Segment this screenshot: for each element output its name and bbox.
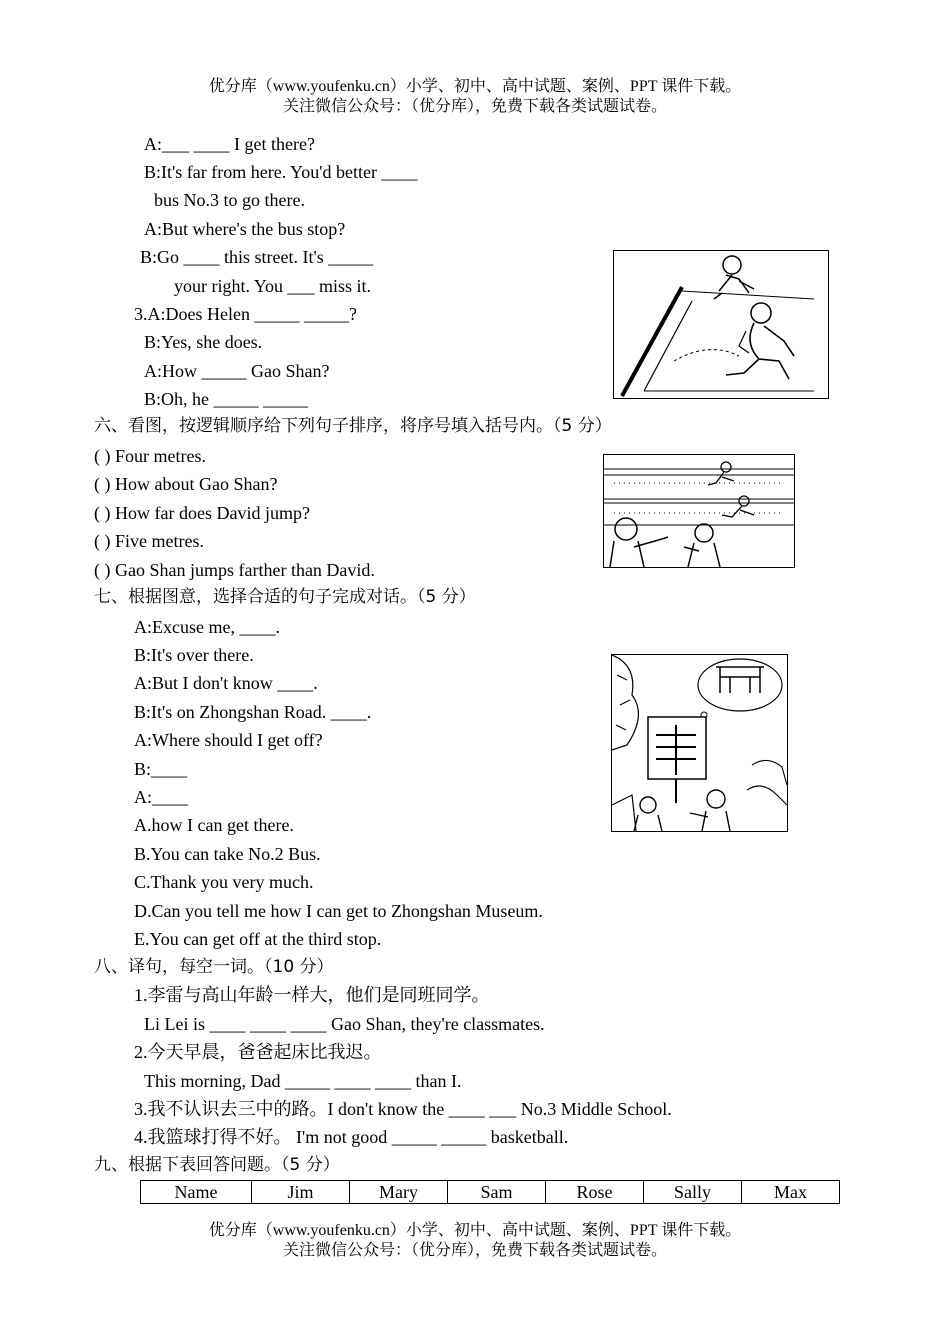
table-header-cell: Jim [252, 1181, 350, 1204]
option-item: C.Thank you very much. [134, 872, 314, 892]
ordering-item: ( ) Five metres. [94, 531, 204, 551]
dialog-line: B:____ [134, 759, 188, 779]
table-header-row [141, 1181, 840, 1204]
dialog-line: A:Where should I get off? [134, 730, 323, 750]
section-6-title: 六、看图，按逻辑顺序给下列句子排序，将序号填入括号内。（5 分） [94, 416, 612, 436]
ordering-item: ( ) How far does David jump? [94, 503, 310, 523]
dialog-line: A:But where's the bus stop? [144, 219, 346, 239]
ordering-item: ( ) Four metres. [94, 446, 206, 466]
ordering-item: ( ) Gao Shan jumps farther than David. [94, 560, 375, 580]
info-table [140, 1180, 840, 1204]
running-children-illustration [613, 250, 829, 399]
dialog-line: B:It's far from here. You'd better ____ [144, 162, 418, 182]
header-line-1: 优分库（www.youfenku.cn）小学、初中、高中试题、案例、PPT 课件下载。 [208, 78, 742, 95]
option-item: E.You can get off at the third stop. [134, 929, 382, 949]
section-9-title: 九、根据下表回答问题。（5 分） [94, 1155, 340, 1175]
table-header-cell: Name [141, 1181, 252, 1204]
table-header-cell: Sally [644, 1181, 742, 1204]
table-header-cell: Mary [350, 1181, 448, 1204]
section-8-title: 八、译句，每空一词。（10 分） [94, 957, 334, 977]
footer-line-2: 关注微信公众号：（优分库），免费下载各类试题试卷。 [282, 1242, 667, 1259]
translation-line: This morning, Dad _____ ____ ____ than I. [144, 1071, 462, 1091]
dialog-line: your right. You ___ miss it. [174, 276, 372, 296]
street-sign-illustration [611, 654, 788, 832]
footer-line-1: 优分库（www.youfenku.cn）小学、初中、高中试题、案例、PPT 课件下载。 [208, 1222, 742, 1239]
dialog-line: B:It's on Zhongshan Road. ____. [134, 702, 372, 722]
table-header-cell: Sam [448, 1181, 546, 1204]
dialog-line: B:Yes, she does. [144, 332, 263, 352]
option-item: B.You can take No.2 Bus. [134, 844, 321, 864]
dialog-line: B:It's over there. [134, 645, 254, 665]
section-7-title: 七、根据图意，选择合适的句子完成对话。（5 分） [94, 587, 476, 607]
dialog-line: A:Excuse me, ____. [134, 617, 280, 637]
dialog-line: A:But I don't know ____. [134, 673, 318, 693]
long-jump-illustration [603, 454, 795, 568]
translation-line: 2.今天早晨，爸爸起床比我迟。 [134, 1042, 382, 1062]
translation-line: 4.我篮球打得不好。 I'm not good _____ _____ basketball. [134, 1127, 569, 1147]
table-header-cell: Rose [546, 1181, 644, 1204]
dialog-line: B:Oh, he _____ _____ [144, 389, 308, 409]
ordering-item: ( ) How about Gao Shan? [94, 474, 278, 494]
translation-line: 3.我不认识去三中的路。I don't know the ____ ___ No.3 Middle School. [134, 1099, 672, 1119]
dialog-line: A:___ ____ I get there? [144, 134, 315, 154]
dialog-line: 3.A:Does Helen _____ _____? [134, 304, 357, 324]
table-header-cell: Max [742, 1181, 840, 1204]
option-item: D.Can you tell me how I can get to Zhongshan Museum. [134, 901, 543, 921]
dialog-line: bus No.3 to go there. [154, 190, 305, 210]
translation-line: 1.李雷与高山年龄一样大，他们是同班同学。 [134, 985, 490, 1005]
option-item: A.how I can get there. [134, 815, 294, 835]
translation-line: Li Lei is ____ ____ ____ Gao Shan, they're classmates. [144, 1014, 545, 1034]
header-line-2: 关注微信公众号：（优分库），免费下载各类试题试卷。 [282, 98, 667, 115]
dialog-line: A:How _____ Gao Shan? [144, 361, 330, 381]
dialog-line: B:Go ____ this street. It's _____ [140, 247, 374, 267]
dialog-line: A:____ [134, 787, 188, 807]
